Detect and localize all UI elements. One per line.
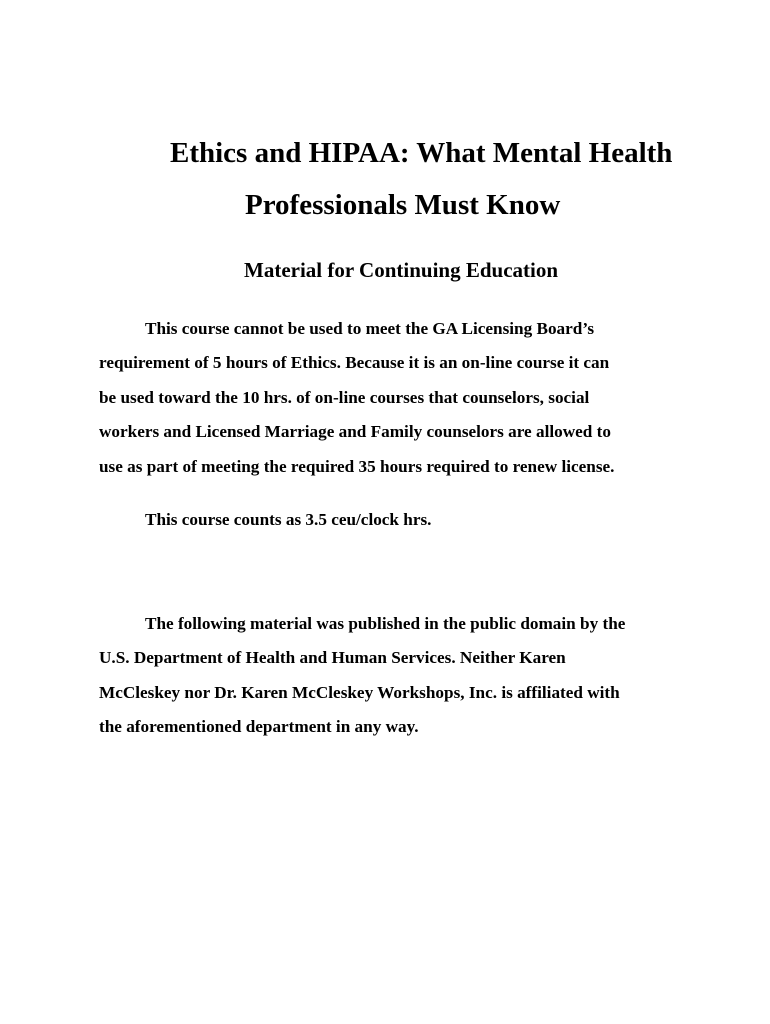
document-title-line-1: Ethics and HIPAA: What Mental Health: [170, 137, 673, 169]
paragraph-line: be used toward the 10 hrs. of on-line courses that counselors, social: [99, 387, 590, 407]
paragraph-line: use as part of meeting the required 35 hours required to renew license.: [99, 456, 615, 476]
credit-hours-paragraph: This course counts as 3.5 ceu/clock hrs.: [145, 510, 432, 529]
paragraph-line: U.S. Department of Health and Human Services. Neither Karen: [99, 648, 566, 668]
paragraph-line: the aforementioned department in any way.: [99, 717, 419, 737]
document-title-line-2: Professionals Must Know: [245, 189, 561, 221]
paragraph-line: McCleskey nor Dr. Karen McCleskey Workshops, Inc. is affiliated with: [99, 682, 620, 702]
document-subtitle: Material for Continuing Education: [244, 258, 559, 282]
paragraph-line: The following material was published in the public domain by the: [145, 614, 626, 633]
paragraph-line: workers and Licensed Marriage and Family counselors are allowed to: [99, 422, 611, 442]
paragraph-line: requirement of 5 hours of Ethics. Because it is an on-line course it can: [99, 353, 610, 373]
licensing-paragraph: [99, 312, 724, 484]
paragraph-line: This course cannot be used to meet the GA Licensing Board’s: [145, 319, 595, 338]
public-domain-paragraph: [99, 607, 724, 745]
